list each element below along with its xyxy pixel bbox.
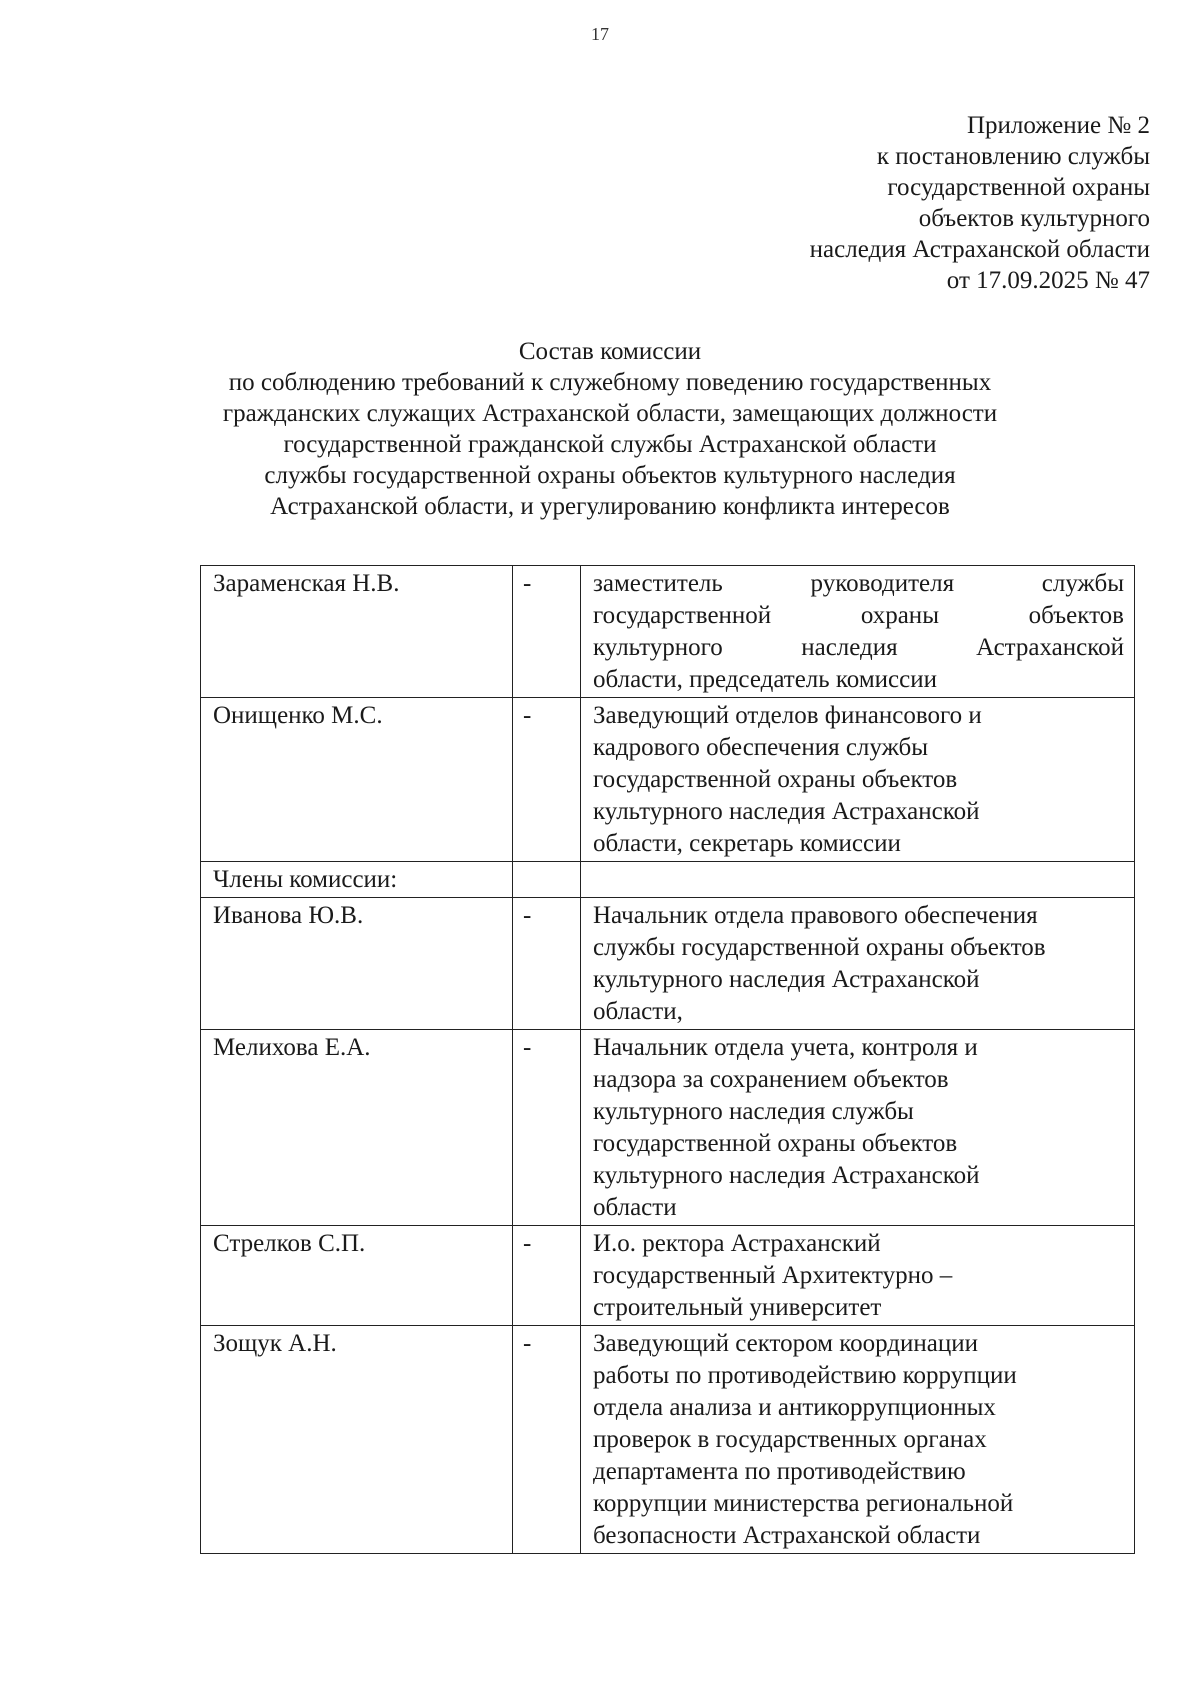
role-line: Начальник отдела правового обеспечения — [593, 902, 1038, 929]
member-role — [581, 566, 1135, 698]
role-line: заместитель руководителя службы — [593, 570, 1124, 597]
role-line: Заведующий сектором координации — [593, 1330, 978, 1357]
member-name: Зощук А.Н. — [201, 1326, 513, 1554]
member-name: Мелихова Е.А. — [201, 1030, 513, 1226]
role-line: работы по противодействию коррупции — [593, 1362, 1017, 1389]
title-line: гражданских служащих Астраханской области, замещающих должности — [222, 400, 998, 427]
member-role — [581, 1326, 1135, 1554]
role-line: государственной охраны объектов — [593, 602, 1124, 629]
role-line: надзора за сохранением объектов — [593, 1066, 949, 1093]
member-role — [581, 698, 1135, 862]
role-line: службы государственной охраны объектов — [593, 934, 1046, 961]
member-role — [581, 898, 1135, 1030]
table-row — [201, 1226, 1135, 1326]
table-row — [201, 698, 1135, 862]
role-line: Начальник отдела учета, контроля и — [593, 1034, 978, 1061]
title-line: службы государственной охраны объектов культурного наследия — [264, 462, 956, 489]
role-line: департамента по противодействию — [593, 1458, 966, 1485]
member-dash: - — [513, 1326, 581, 1554]
member-dash — [513, 862, 581, 898]
role-line: коррупции министерства региональной — [593, 1490, 1014, 1517]
member-name: Стрелков С.П. — [201, 1226, 513, 1326]
title-line: по соблюдению требований к служебному поведению государственных — [228, 369, 992, 396]
role-line: культурного наследия Астраханской — [593, 634, 1124, 661]
member-name: Члены комиссии: — [201, 862, 513, 898]
role-line: Заведующий отделов финансового и — [593, 702, 982, 729]
appendix-header — [590, 110, 1150, 296]
role-line: области — [593, 1194, 677, 1221]
page-number: 17 — [591, 24, 609, 44]
commission-members-table — [200, 565, 1135, 1554]
role-line: государственный Архитектурно – — [593, 1262, 953, 1289]
role-line: проверок в государственных органах — [593, 1426, 987, 1453]
member-dash: - — [513, 1226, 581, 1326]
member-dash: - — [513, 698, 581, 862]
role-line: культурного наследия Астраханской — [593, 798, 980, 825]
role-line: отдела анализа и антикоррупционных — [593, 1394, 996, 1421]
table-row — [201, 898, 1135, 1030]
title-line: государственной гражданской службы Астраханской области — [283, 431, 937, 458]
member-name: Иванова Ю.В. — [201, 898, 513, 1030]
member-name: Зараменская Н.В. — [201, 566, 513, 698]
table-row — [201, 1326, 1135, 1554]
role-line: безопасности Астраханской области — [593, 1522, 981, 1549]
role-line: государственной охраны объектов — [593, 766, 958, 793]
role-line: государственной охраны объектов — [593, 1130, 958, 1157]
table-row — [201, 862, 1135, 898]
member-dash: - — [513, 898, 581, 1030]
member-role — [581, 862, 1135, 898]
title-line: Астраханской области, и урегулированию конфликта интересов — [270, 493, 950, 520]
appendix-line: от 17.09.2025 № 47 — [946, 267, 1150, 294]
member-name: Онищенко М.С. — [201, 698, 513, 862]
role-line: области, председатель комиссии — [593, 666, 937, 693]
table-row — [201, 1030, 1135, 1226]
member-role — [581, 1226, 1135, 1326]
role-line: кадрового обеспечения службы — [593, 734, 929, 761]
role-line: культурного наследия службы — [593, 1098, 914, 1125]
member-dash: - — [513, 566, 581, 698]
role-line: области, секретарь комиссии — [593, 830, 901, 857]
role-line: И.о. ректора Астраханский — [593, 1230, 881, 1257]
document-title — [180, 336, 1040, 522]
appendix-line: к постановлению службы — [876, 143, 1150, 170]
role-line: культурного наследия Астраханской — [593, 966, 980, 993]
role-line: строительный университет — [593, 1294, 882, 1321]
role-line: культурного наследия Астраханской — [593, 1162, 980, 1189]
title-heading: Состав комиссии — [518, 338, 702, 365]
appendix-line: государственной охраны — [887, 174, 1150, 201]
appendix-line: наследия Астраханской области — [809, 236, 1150, 263]
member-role — [581, 1030, 1135, 1226]
appendix-line: объектов культурного — [918, 205, 1150, 232]
member-dash: - — [513, 1030, 581, 1226]
role-line: области, — [593, 998, 683, 1025]
appendix-line: Приложение № 2 — [966, 112, 1150, 139]
table-row — [201, 566, 1135, 698]
